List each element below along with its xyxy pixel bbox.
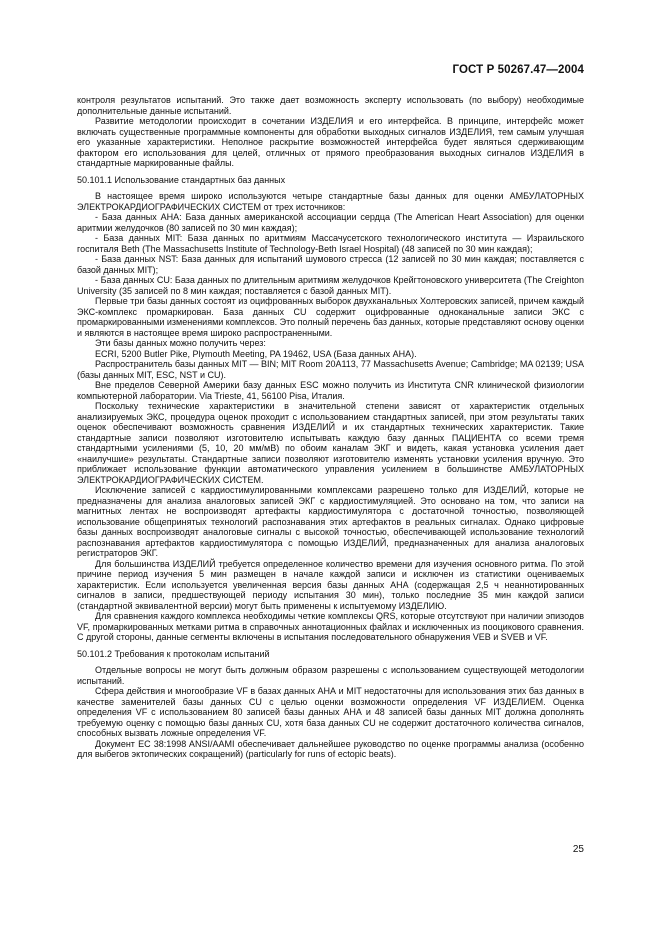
paragraph: Для сравнения каждого комплекса необходимы четкие комплексы QRS, которые отсутствуют при наличии эпизодов VF, промаркированных метками ритма в справочных аннотационных файлах и исключенных из пооцикового сравнения. С другой стороны, данные сегменты включены в испытания последовательного обнаружения VEB и SVEB и VF. [77, 611, 584, 642]
paragraph: Сфера действия и многообразие VF в базах данных АНА и MIT недостаточны для использования этих баз данных в качестве заменителей базы данных CU с целью оценки возможности определения VF ИЗДЕЛИЕМ. Оценка определения VF с использованием 80 записей базы данных АНА и 48 записей базы данных MIT должна дополнять требуемую оценку с помощью базы данных CU, хотя база данных CU не содержит достаточного количества сигналов, способных вызвать ложные определения VF. [77, 686, 584, 738]
paragraph: Вне пределов Северной Америки базу данных ESC можно получить из Института CNR клинической физиологии компьютерной лаборатории. Via Trieste, 41, 56100 Pisa, Италия. [77, 380, 584, 401]
paragraph: Развитие методологии происходит в сочетании ИЗДЕЛИЯ и его интерфейса. В принципе, интерфейс может включать существенные программные компоненты для обработки выходных сигналов ИЗДЕЛИЯ, тем самым улучшая его указанные характеристики. Неполное раскрытие возможностей интерфейса будет являться сдерживающим фактором его использования для целей, отличных от прямого преобразования выходных сигналов ИЗДЕЛИЯ в стандартные маркированные файлы. [77, 116, 584, 168]
paragraph: ECRI, 5200 Butler Pike, Plymouth Meeting, PA 19462, USA (База данных АНА). [95, 348, 417, 359]
paragraph: - База данных NST: База данных для испытаний шумового стресса (12 записей по 30 мин каждая; поставляется с базой данных MIT); [77, 254, 584, 275]
paragraph: - База данных MIT: База данных по аритмиям Массачусетского технологического института — Израильского госпиталя Beth (The Massachusetts Institute of Technology-Beth Israel Hospital) (48 записей по 30 мин каждая); [77, 233, 584, 254]
paragraph: контроля результатов испытаний. Это также дает возможность эксперту использовать (по выбору) необходимые дополнительные данные испытаний. [77, 95, 584, 116]
paragraph: Распространитель базы данных MIT — BIN; MIT Room 20A113, 77 Massachusetts Avenue; Cambridge; MA 02139; USA (базы данных MIT, ESC, NST и CU). [77, 359, 584, 380]
paragraph: - База данных АНА: База данных американской ассоциации сердца (The American Heart Association) для оценки аритмии желудочков (80 записей по 30 мин каждая); [77, 212, 584, 233]
paragraph: Поскольку технические характеристики в значительной степени зависят от характеристик отдельных анализируемых ЭКС, процедура оценок проходит с использованием стандартных записей, при этом результаты таких оценок обеспечивают возможность сравнения ИЗДЕЛИЙ и их стандартных технических характеристик. Такие стандартные записи позволяют изготовителю испытывать каждую базу данных ПАЦИЕНТА со всеми тремя стандартными усилениями (5, 10, 20 мм/мВ) по обоим каналам ЭКГ и видеть, какая установка усиления дает «наилучшие» результаты. Стандартные записи позволяют изготовителю изменять установки усиления вручную. Это приближает использование функции автоматического управления усилением в большинстве АМБУЛАТОРНЫХ ЭЛЕКТРОКАРДИОГРАФИЧЕСКИХ СИСТЕМ. [77, 401, 584, 485]
paragraph: Исключение записей с кардиостимулированными комплексами разрешено только для ИЗДЕЛИЙ, которые не предназначены для анализа аналоговых записей ЭКГ с кардиостимуляцией. Это основано на том, что записи на магнитных лентах не воспроизводят артефакты кардиостимулятора с достаточной точностью, позволяющей использование общепринятых технологий распознавания этих артефактов в реальных сигналах. Однако цифровые базы данных воспроизводят аналоговые сигналы с высокой точностью, обеспечивающей использование технологий распознавания артефактов кардиостимулятора с помощью ИЗДЕЛИЙ, предназначенных для анализа аналоговых регистраторов ЭКГ. [77, 485, 584, 558]
section-heading: 50.101.1 Использование стандартных баз данных [77, 174, 286, 185]
paragraph: Отдельные вопросы не могут быть должным образом разрешены с использованием существующей методологии испытаний. [77, 665, 584, 686]
paragraph: В настоящее время широко используются четыре стандартные базы данных для оценки АМБУЛАТОРНЫХ ЭЛЕКТРОКАРДИОГРАФИЧЕСКИХ СИСТЕМ от трех источников: [77, 191, 584, 212]
paragraph: - База данных CU: База данных по длительным аритмиям желудочков Крейгтоновского университета (The Creighton University (35 записей по 8 мин каждая; поставляется с базой данных MIT). [77, 275, 584, 296]
paragraph: Для большинства ИЗДЕЛИЙ требуется определенное количество времени для изучения основного ритма. По этой причине период изучения 5 мин размещен в начале каждой записи и исключен из статистики оцениваемых характеристик. Если используется увеличенная версия базы данных АНА (содержащая 2,5 ч неаннотированных сигналов в записи, предшествующей периоду испытания 30 мин), только последние 35 мин каждой записи (стандартной эквивалентной версии) могут быть применены к испытуемому ИЗДЕЛИЮ. [77, 558, 584, 611]
document-header: ГОСТ Р 50267.47—2004 [452, 64, 584, 76]
paragraph: Эти базы данных можно получить через: [95, 338, 266, 348]
document-body [77, 95, 584, 760]
page-number: 25 [572, 844, 584, 855]
paragraph: Первые три базы данных состоят из оцифрованных выборок двухканальных Холтеровских записей, причем каждый ЭКС-комплекс промаркирован. База данных CU содержит оцифрованные одноканальные записи ЭКС с промаркированными изменениями комплексов. Это полный перечень баз данных, которые представляют основу оценки и являются в настоящее время широко распространенными. [77, 296, 584, 338]
section-heading: 50.101.2 Требования к протоколам испытаний [77, 648, 270, 659]
paragraph: Документ EC 38:1998 ANSI/AAMI обеспечивает дальнейшее руководство по оценке программы анализа (особенно для выбегов эктопических сокращений) (particularly for runs of ectopic beats). [77, 738, 584, 759]
